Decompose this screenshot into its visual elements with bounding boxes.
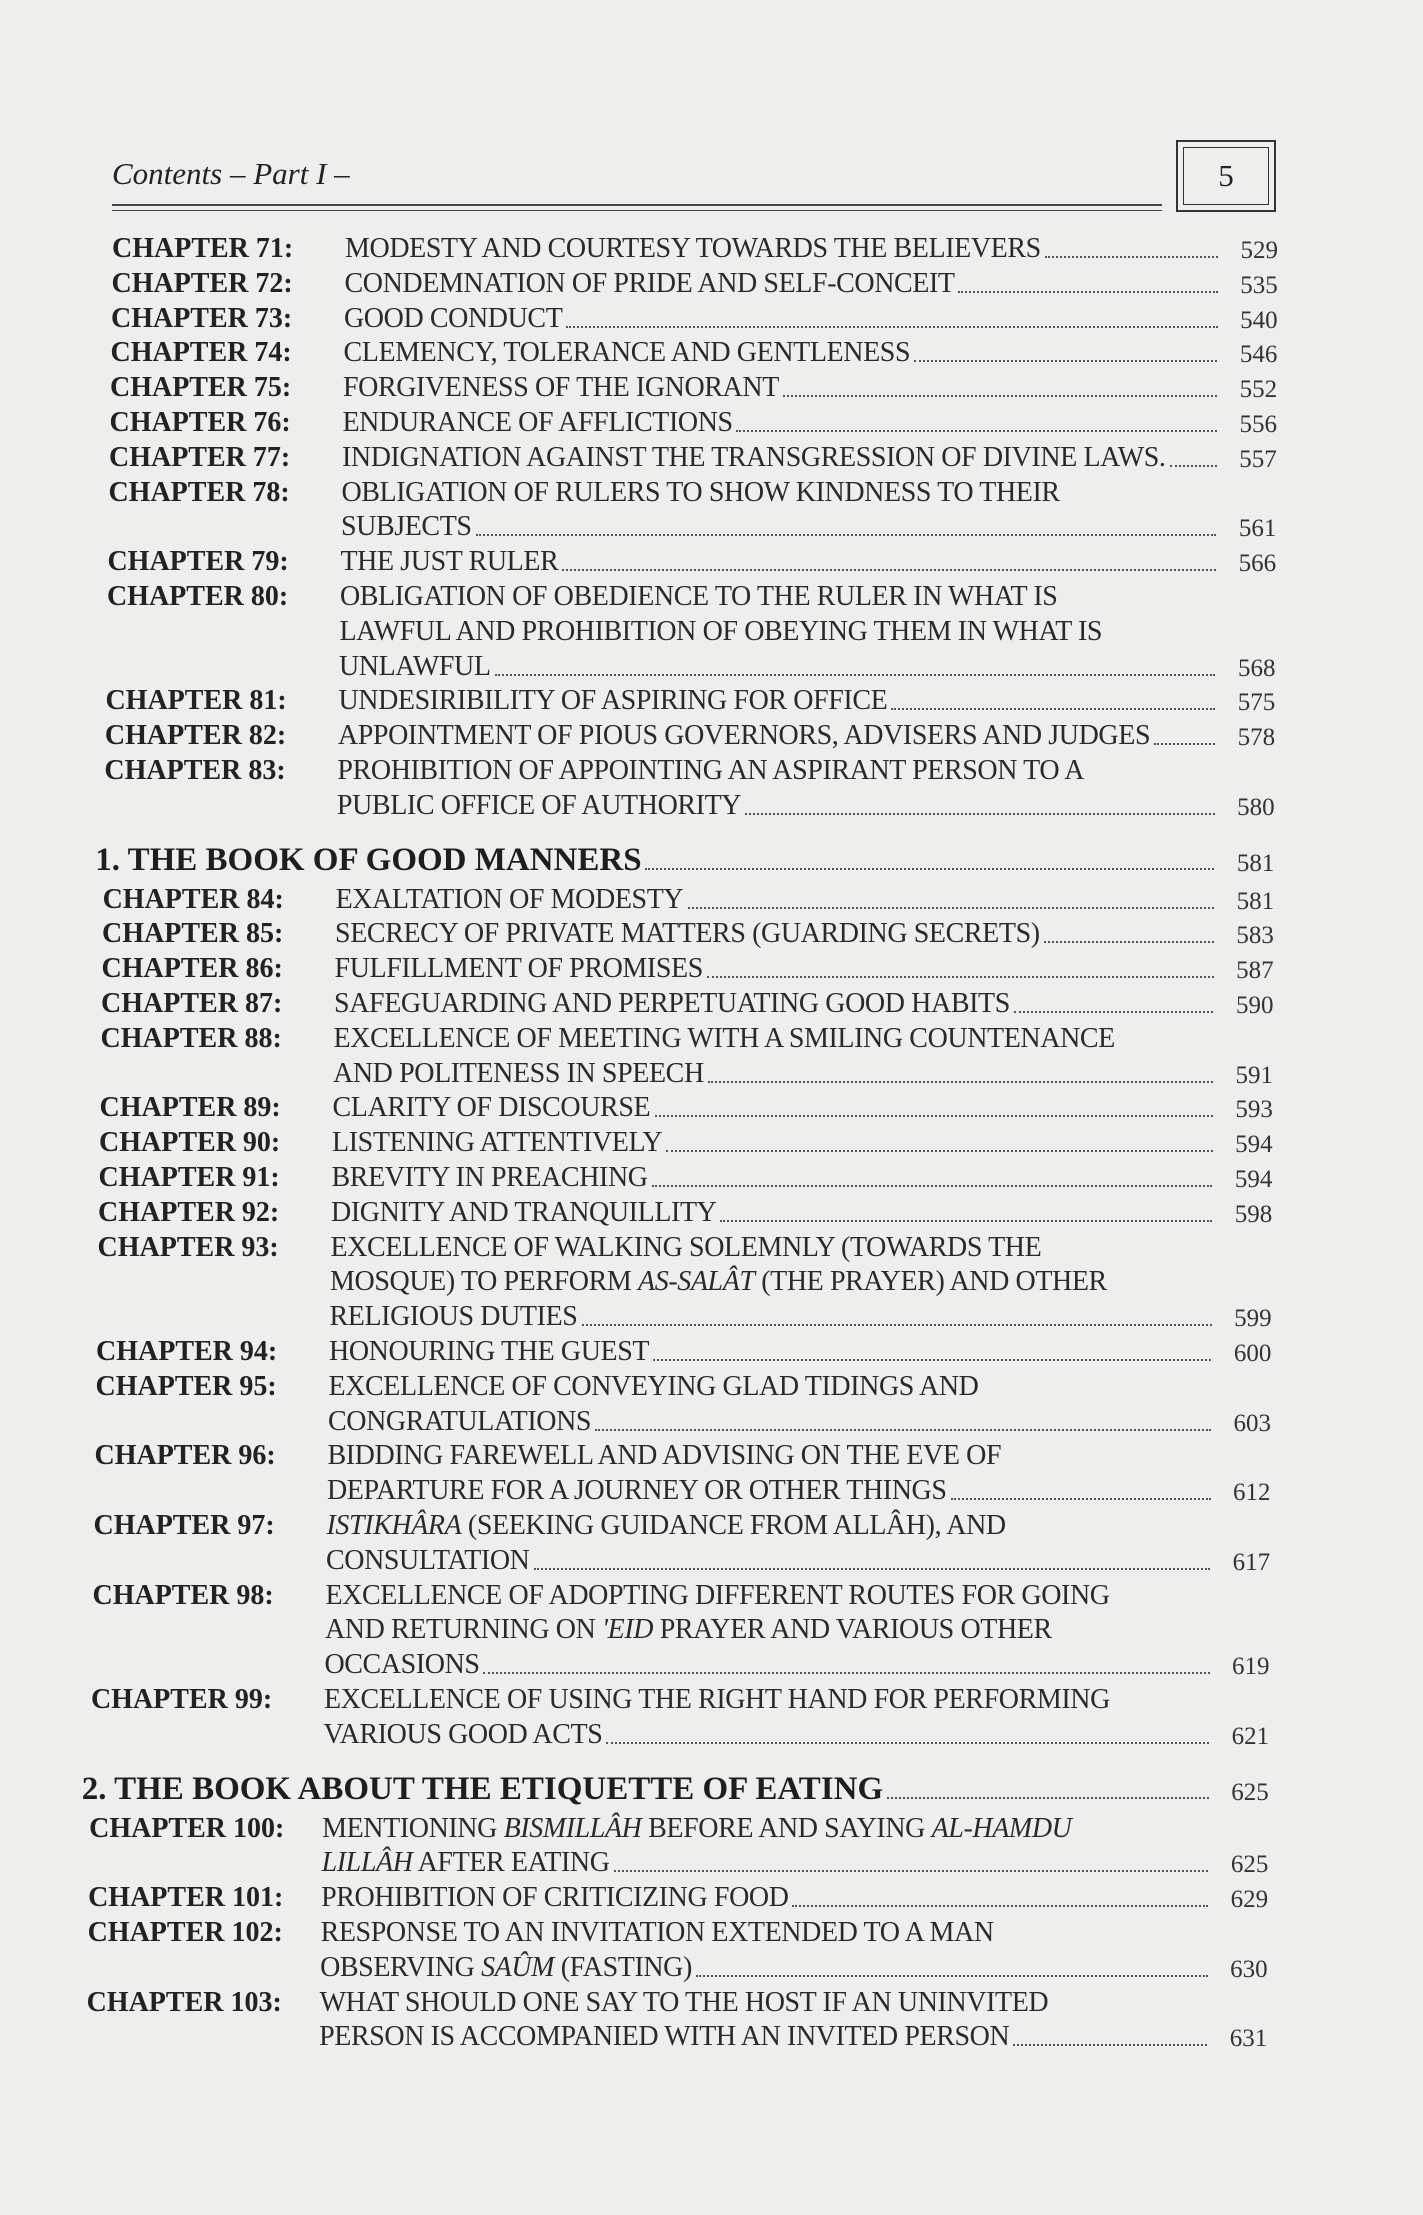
chapter-label: CHAPTER 103: [86,1986,282,2018]
chapter-label: CHAPTER 95: [95,1370,277,1402]
chapter-label: CHAPTER 71: [112,233,294,264]
dot-leader [958,291,1218,293]
chapter-title: HONOURING THE GUEST [329,1336,650,1367]
toc-entry-line [0,1683,1423,1717]
dot-leader [887,1797,1209,1799]
toc-entry-line [0,1986,1423,2020]
page-ref: 617 [1232,1548,1271,1576]
chapter-title: GOOD CONDUCT [343,302,563,334]
dot-leader [562,569,1216,571]
chapter-title: OBLIGATION OF RULERS TO SHOW KINDNESS TO THEIR [341,476,1060,508]
chapter-label: CHAPTER 75: [109,372,292,404]
toc-entry-line [0,1196,1423,1230]
chapter-title: PROHIBITION OF APPOINTING AN ASPIRANT PERSON TO A [337,755,1085,786]
toc-entry-line [0,1439,1423,1473]
dot-leader [914,360,1217,362]
chapter-label: CHAPTER 92: [98,1196,280,1228]
page-header [112,140,1282,216]
chapter-title: APPOINTMENT OF PIOUS GOVERNORS, ADVISERS AND JUDGES [337,720,1151,752]
dot-leader [708,1081,1213,1083]
dot-leader [1014,1011,1213,1013]
toc-entry-line [0,1648,1423,1682]
chapter-label: CHAPTER 78: [108,476,290,508]
chapter-title: LILLÂH AFTER EATING [321,1847,610,1879]
chapter-title: ISTIKHÂRA (SEEKING GUIDANCE FROM ALLÂH), AND [326,1510,1006,1541]
page-ref: 566 [1238,550,1277,578]
dot-leader [688,907,1214,909]
chapter-title: BIDDING FAREWELL AND ADVISING ON THE EVE OF [327,1440,1002,1472]
chapter-title: EXALTATION OF MODESTY [335,883,684,915]
toc-entry-line [0,650,1423,684]
dot-leader [1044,941,1214,943]
chapter-title: SECRECY OF PRIVATE MATTERS (GUARDING SECRETS) [335,918,1040,950]
toc-entry-line [0,302,1423,336]
chapter-label: CHAPTER 89: [99,1092,281,1124]
chapter-label: CHAPTER 73: [110,302,293,334]
chapter-title: AND RETURNING ON 'EID PRAYER AND VARIOUS OTHER [324,1614,1052,1646]
chapter-title: RELIGIOUS DUTIES [329,1301,578,1333]
toc-entry-line [0,754,1423,788]
toc-entry-line [0,1579,1423,1613]
dot-leader [1154,743,1215,745]
toc-entry-line [0,580,1423,614]
toc-entry-line [0,371,1423,405]
chapter-title: UNDESIRIBILITY OF ASPIRING FOR OFFICE [338,685,888,717]
chapter-label: CHAPTER 94: [96,1336,278,1367]
page-ref: 594 [1235,1131,1273,1159]
dot-leader [645,868,1214,870]
dot-leader [655,1115,1213,1117]
chapter-label: CHAPTER 101: [88,1882,284,1914]
chapter-title: THE JUST RULER [340,546,559,578]
page-number-box [1176,140,1276,212]
chapter-title: EXCELLENCE OF USING THE RIGHT HAND FOR PERFORMING [323,1684,1110,1715]
toc-entry-line [0,1370,1423,1404]
page-number: 5 [1183,147,1269,205]
page-ref: 631 [1229,2025,1268,2053]
chapter-label: CHAPTER 99: [90,1684,273,1715]
chapter-title: OBLIGATION OF OBEDIENCE TO THE RULER IN WHAT IS [339,581,1058,612]
dot-leader [951,1498,1211,1500]
chapter-title: OBSERVING SAÛM (FASTING) [320,1951,692,1983]
toc-entry-line [0,1846,1423,1880]
chapter-title: EXCELLENCE OF CONVEYING GLAD TIDINGS AND [328,1370,979,1402]
toc-entry-line [0,267,1423,301]
page-ref: 621 [1231,1722,1270,1750]
dot-leader [595,1429,1211,1431]
page-ref: 580 [1237,793,1275,821]
book-title: 2. THE BOOK ABOUT THE ETIQUETTE OF EATING [81,1770,884,1807]
chapter-label: CHAPTER 93: [97,1231,279,1263]
chapter-title: FORGIVENESS OF THE IGNORANT [342,372,779,404]
chapter-label: CHAPTER 83: [104,755,286,786]
chapter-title: MODESTY AND COURTESY TOWARDS THE BELIEVERS [345,233,1041,264]
page-ref: 591 [1235,1061,1274,1089]
toc-entry-line [0,1474,1423,1508]
chapter-title: CONGRATULATIONS [327,1405,592,1437]
chapter-label: CHAPTER 82: [104,720,287,752]
chapter-title: PUBLIC OFFICE OF AUTHORITY [336,789,742,821]
chapter-label: CHAPTER 100: [89,1812,285,1844]
dot-leader [582,1324,1212,1326]
toc-entry-line [0,510,1423,544]
page-ref: 603 [1233,1409,1271,1437]
toc-entry-line [0,1126,1423,1160]
page-ref: 540 [1240,306,1278,334]
dot-leader [534,1568,1210,1570]
chapter-title: WHAT SHOULD ONE SAY TO THE HOST IF AN UNINVITED [319,1986,1049,2018]
chapter-title: UNLAWFUL [338,650,491,682]
dot-leader [745,813,1215,815]
dot-leader [483,1672,1210,1674]
toc-entry-line [0,1916,1423,1950]
chapter-label: CHAPTER 77: [108,441,291,473]
dot-leader [666,1150,1213,1152]
chapter-title: AND POLITENESS IN SPEECH [333,1057,704,1089]
dot-leader [891,708,1215,710]
dot-leader [614,1870,1208,1872]
toc-entry-line [0,1300,1423,1334]
toc-entry-line [0,1812,1423,1846]
chapter-label: CHAPTER 96: [94,1440,276,1472]
chapter-label: CHAPTER 87: [101,988,283,1019]
chapter-title: MENTIONING BISMILLÂH BEFORE AND SAYING AL-HAMDU [322,1812,1072,1844]
chapter-title: DIGNITY AND TRANQUILLITY [331,1196,717,1228]
chapter-label: CHAPTER 98: [92,1579,274,1611]
chapter-title: CONDEMNATION OF PRIDE AND SELF-CONCEIT [344,267,955,299]
header-rule-thin [112,210,1162,211]
toc-entry-line [0,2020,1423,2054]
dot-leader [606,1742,1209,1744]
toc-entry-line [0,1265,1423,1299]
toc-entry-line [0,1613,1423,1647]
toc-entry-line [0,1057,1423,1091]
chapter-title: DEPARTURE FOR A JOURNEY OR OTHER THINGS [326,1475,947,1507]
chapter-label: CHAPTER 102: [87,1917,283,1948]
chapter-title: PROHIBITION OF CRITICIZING FOOD [321,1882,789,1914]
chapter-label: CHAPTER 90: [99,1127,281,1159]
chapter-title: MOSQUE) TO PERFORM AS-SALÂT (THE PRAYER) AND OTHER [330,1266,1107,1298]
toc-entry-line [0,1544,1423,1578]
page-ref: 587 [1236,957,1274,985]
chapter-title: SAFEGUARDING AND PERPETUATING GOOD HABITS [334,988,1010,1019]
page-ref: 630 [1230,1955,1268,1983]
toc-entry-line [0,1405,1423,1439]
page-ref: 578 [1237,724,1276,752]
book-title: 1. THE BOOK OF GOOD MANNERS [95,841,642,878]
dot-leader [1013,2044,1207,2046]
page-ref: 575 [1237,689,1276,717]
toc-entry-line [0,1881,1423,1915]
dot-leader [720,1220,1212,1222]
page-ref: 600 [1233,1340,1272,1367]
page-ref: 612 [1233,1479,1271,1507]
toc-entry-line [0,1231,1423,1265]
page-ref: 581 [1236,849,1275,877]
toc-entry-line [0,545,1423,579]
page-ref: 598 [1234,1200,1273,1228]
chapter-title: EXCELLENCE OF MEETING WITH A SMILING COUNTENANCE [333,1022,1115,1054]
toc-entry-line [0,789,1423,823]
chapter-title: CLEMENCY, TOLERANCE AND GENTLENESS [343,337,911,369]
page-ref: 581 [1236,887,1275,915]
page-ref: 594 [1234,1166,1273,1193]
chapter-label: CHAPTER 72: [111,267,293,299]
page-ref: 599 [1234,1305,1272,1333]
dot-leader [1045,256,1218,258]
chapter-title: INDIGNATION AGAINST THE TRANSGRESSION OF DIVINE LAWS. [341,441,1166,473]
toc-entry-line [0,719,1423,753]
chapter-title: FULFILLMENT OF PROMISES [334,953,703,985]
toc-entry-line [0,1091,1423,1125]
dot-leader [792,1905,1208,1907]
page-ref: 557 [1239,445,1277,473]
toc-entry-line [0,1335,1423,1369]
page-ref: 546 [1239,341,1278,369]
book-heading-row [0,1769,1423,1809]
chapter-title: VARIOUS GOOD ACTS [323,1718,603,1750]
page-ref: 629 [1230,1886,1269,1914]
chapter-label: CHAPTER 86: [101,953,283,985]
chapter-label: CHAPTER 80: [106,581,289,612]
chapter-title: CLARITY OF DISCOURSE [332,1092,651,1124]
chapter-label: CHAPTER 81: [105,685,287,717]
page-ref: 552 [1239,376,1278,404]
book-heading-row [0,840,1423,880]
dot-leader [653,1359,1211,1361]
running-head: Contents – Part I – [112,156,350,191]
toc-entry-line [0,336,1423,370]
dot-leader [652,1185,1212,1187]
toc-entry-line [0,1951,1423,1985]
page-ref: 583 [1236,922,1274,950]
dot-leader [707,976,1214,978]
toc-entry-line [0,1022,1423,1056]
chapter-label: CHAPTER 76: [109,407,291,438]
toc-entry-line [0,406,1423,440]
toc-entry-line [0,615,1423,649]
toc-entry-line [0,684,1423,718]
dot-leader [1170,465,1217,467]
dot-leader [495,674,1215,676]
chapter-title: OCCASIONS [324,1649,480,1681]
page-ref: 590 [1235,992,1274,1019]
toc-entry-line [0,883,1423,917]
chapter-label: CHAPTER 97: [93,1510,275,1541]
page-ref: 625 [1231,1778,1269,1806]
dot-leader [476,534,1216,536]
chapter-title: LAWFUL AND PROHIBITION OF OBEYING THEM IN WHAT IS [339,615,1103,647]
dot-leader [736,430,1217,432]
chapter-label: CHAPTER 79: [107,546,289,578]
toc-entry-line [0,1509,1423,1543]
chapter-label: CHAPTER 74: [110,337,292,369]
chapter-label: CHAPTER 84: [102,883,284,915]
toc-entry-line [0,1718,1423,1752]
chapter-label: CHAPTER 88: [100,1022,282,1054]
toc-entry-line [0,987,1423,1021]
page-ref: 561 [1238,515,1277,543]
page-ref: 529 [1240,237,1278,264]
toc-entry-line [0,952,1423,986]
dot-leader [783,395,1217,397]
header-rule [112,204,1162,206]
toc-entry-line [0,232,1423,266]
chapter-title: LISTENING ATTENTIVELY [332,1127,663,1159]
chapter-label: CHAPTER 91: [98,1162,280,1193]
chapter-title: SUBJECTS [340,511,472,543]
dot-leader [566,326,1218,328]
page-ref: 619 [1232,1653,1270,1681]
page-ref: 593 [1235,1096,1273,1124]
toc-entry-line [0,476,1423,510]
chapter-title: BREVITY IN PREACHING [331,1162,648,1193]
chapter-title: EXCELLENCE OF WALKING SOLEMNLY (TOWARDS THE [330,1231,1042,1263]
chapter-title: CONSULTATION [325,1544,530,1576]
page-ref: 556 [1239,411,1277,438]
chapter-title: RESPONSE TO AN INVITATION EXTENDED TO A MAN [320,1917,994,1948]
toc-entry-line [0,441,1423,475]
toc-entry-line [0,917,1423,951]
toc-entry-line [0,1161,1423,1195]
chapter-title: EXCELLENCE OF ADOPTING DIFFERENT ROUTES FOR GOING [325,1579,1110,1611]
page-ref: 568 [1237,654,1276,682]
chapter-title: ENDURANCE OF AFFLICTIONS [342,407,733,438]
chapter-title: PERSON IS ACCOMPANIED WITH AN INVITED PERSON [319,2021,1010,2053]
dot-leader [696,1975,1208,1977]
chapter-label: CHAPTER 85: [102,918,284,950]
page-ref: 625 [1230,1851,1269,1879]
page-ref: 535 [1240,271,1278,299]
